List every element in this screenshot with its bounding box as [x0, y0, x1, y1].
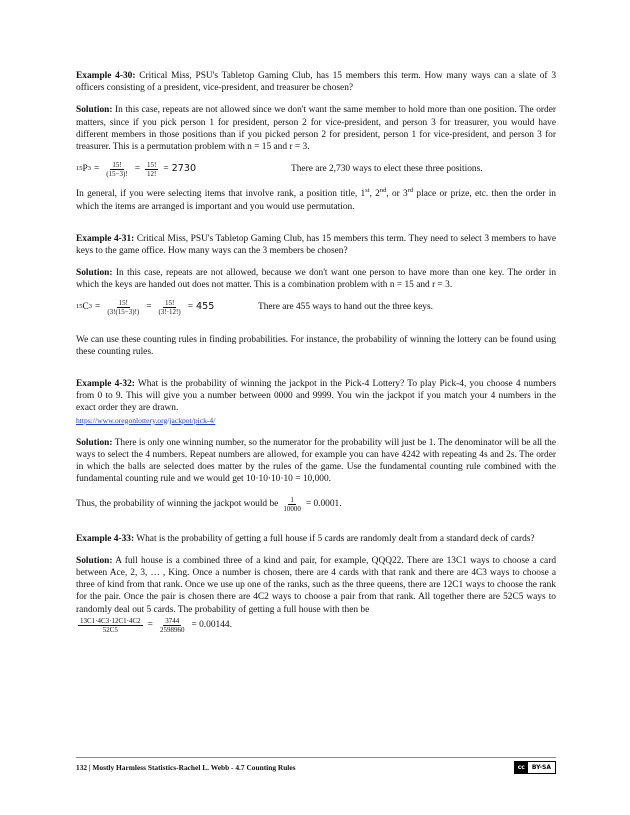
example-4-30-question [76, 70, 556, 94]
cc-license-badge[interactable] [514, 761, 556, 774]
solution-text: A full house is a combined three of a kind and pair, for example, QQQ22. There are 13C1 ways to choose a card between Ace, 2, 3, … , King. Once a number is chosen, there are 4 cards with that rank and there are 4C3 ways to choose a three of kind from that rank. Once we use up one of the ranks, such as the three queens, there are 12C1 ways to choose the rank for the pair. Once the pair is chosen there are 4C2 ways to choose a pair from that rank. All together there are 52C5 ways to randomly deal out 5 cards. The probability of getting a full house with then be [76, 555, 557, 615]
example-4-32-question [76, 378, 556, 415]
solution-label: Solution: [76, 437, 113, 448]
full-house-fraction-1: $\frac{13C1\cdot 4C3\cdot 12C1\cdot 4C2}{52C5}$ [80, 616, 141, 634]
solution-text: There is only one winning number, so the numerator for the probability will just be 1. The denominator will be all the ways to select the 4 numbers. Repeat numbers are allowed, for example you can have 4242 with repeating 4s and 2s. The order in which the balls are selected does matter by the rules of the game. Use the fundamental counting rule combined with the fundamental counting rule and we would get 10·10·10·10 = 10,000. [76, 437, 556, 485]
formula-fraction-1: $\frac{15!}{(15-3)!}$ [106, 160, 128, 178]
example-4-32-solution [76, 437, 556, 486]
formula-pre-subscript: 15 [76, 303, 83, 311]
formula-result: 455 [196, 301, 215, 313]
combination-formula-row [76, 294, 556, 322]
probability-intro-text: We can use these counting rules in finding probabilities. For instance, the probability of winning the lottery can be found using these counting rules. [76, 334, 556, 357]
example-label: Example 4-33: [76, 533, 135, 544]
formula-pre-subscript: 15 [76, 165, 83, 173]
example-4-31-question [76, 233, 556, 257]
page-content [76, 70, 556, 634]
oregon-lottery-link[interactable]: https://www.oregonlottery.org/jackpot/pick-4/ [76, 415, 216, 425]
example-4-33-solution [76, 555, 556, 616]
full-house-result: = 0.00144. [191, 620, 232, 631]
footer-text: 132 | Mostly Harmless Statistics-Rachel L. Webb - 4.7 Counting Rules [76, 763, 296, 772]
formula-subscript: 3 [87, 165, 91, 173]
solution-label: Solution: [76, 268, 113, 279]
page-footer [76, 757, 556, 774]
example-4-33-question [76, 533, 556, 545]
formula-symbol: C [82, 302, 89, 313]
general-rule-text: In general, if you were selecting items that involve rank, a position title, 1st, 2nd, or 3rd place or prize, etc. then the order in which the items are arranged is important and you would use permutation. [76, 187, 556, 212]
cc-icon: cc [515, 762, 528, 773]
license-label: BY-SA [528, 762, 555, 773]
example-4-30-solution [76, 104, 556, 153]
jackpot-result: = 0.0001. [305, 498, 342, 509]
solution-label: Solution: [76, 105, 113, 116]
solution-label: Solution: [76, 555, 113, 566]
formula-result: 2730 [171, 163, 197, 175]
solution-text: In this case, repeats are not allowed, because we don't want one person to have more than one key. The order in which the keys are handed out does not matter. This is a combination problem with n = 15 and r = 3. [76, 268, 557, 291]
formula-symbol: P [82, 164, 88, 175]
formula-fraction-2: $\frac{15!}{12!}$ [147, 160, 157, 178]
formula-fraction-2: $\frac{15!}{(3!\cdot 12!)}$ [158, 299, 181, 317]
example-4-31-solution [76, 267, 556, 291]
example-label: Example 4-30: [76, 71, 136, 81]
full-house-fraction-2: $\frac{3744}{2598960}$ [159, 616, 185, 634]
combination-formula: 15 C 3 = $\frac{15!}{(3!(15-3)!)}$ = $\frac{15!}{(3!\cdot 12!)}$ = 455 [76, 299, 215, 317]
jackpot-probability-text [76, 496, 556, 513]
formula-fraction-1: $\frac{15!}{(3!(15-3)!)}$ [107, 299, 140, 317]
solution-text: In this case, repeats are not allowed since we don't want the same member to hold more than one position. The order matters, since if you pick person 1 for president, person 2 for vice-president, and person 3 for treasurer, you would have different members in those positions than if you picked person 2 for president, person 1 for vice-president, and person 3 for treasurer. This is a permutation problem with n = 15 and r = 3. [76, 105, 557, 153]
question-text: Critical Miss, PSU's Tabletop Gaming Club, has 15 members this term. They need to select 3 members to have keys to the game office. How many ways can the 3 members be chosen? [76, 233, 557, 256]
formula-note: There are 455 ways to hand out the three keys. [258, 302, 433, 313]
full-house-formula: $\frac{13C1\cdot 4C3\cdot 12C1\cdot 4C2}{52C5}$ = $\frac{3744}{2598960}$ = 0.00144. [80, 616, 232, 634]
example-label: Example 4-32: [76, 378, 135, 389]
permutation-formula-row [76, 155, 556, 183]
jackpot-fraction: $\frac{1}{10000}$ [283, 495, 301, 513]
question-text: What is the probability of winning the jackpot in the Pick-4 Lottery? To play Pick-4, you choose 4 numbers from 0 to 9. This will give you a number between 0000 and 9999. You win the jackpot if you match your 4 numbers in the exact order they are drawn. [76, 378, 556, 414]
question-text: Critical Miss, PSU's Tabletop Gaming Club, has 15 members this term. How many ways can a slate of 3 officers consisting of a president, vice-president, and treasurer be chosen? [76, 71, 557, 94]
thus-text: Thus, the probability of winning the jackpot would be [76, 498, 279, 509]
formula-note: There are 2,730 ways to elect these three positions. [291, 164, 483, 175]
formula-subscript: 3 [88, 303, 93, 311]
question-text: What is the probability of getting a full house if 5 cards are randomly dealt from a standard deck of cards? [136, 533, 535, 544]
example-label: Example 4-31: [76, 233, 135, 244]
permutation-formula: 15 P 3 = $\frac{15!}{(15-3)!}$ = $\frac{15!}{12!}$ = 2730 [76, 160, 197, 178]
